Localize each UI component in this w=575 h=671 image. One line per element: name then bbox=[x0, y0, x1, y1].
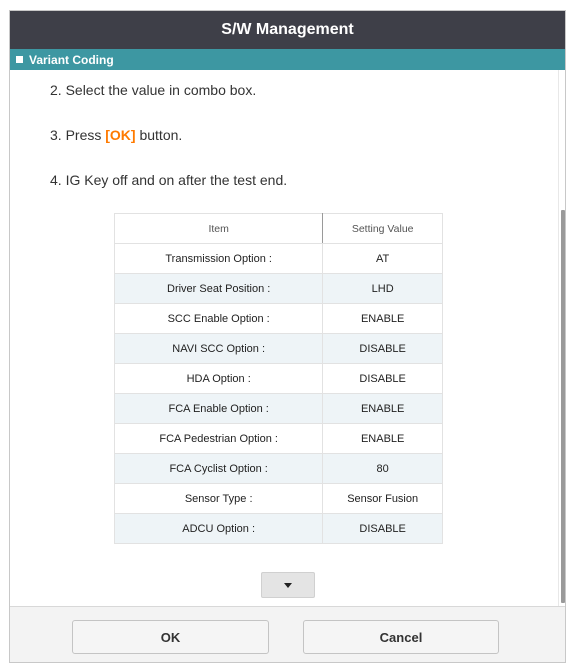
table-row[interactable] bbox=[115, 424, 443, 454]
header-setting-value: Setting Value bbox=[323, 214, 443, 244]
scrollbar-thumb[interactable] bbox=[561, 210, 565, 603]
variant-table bbox=[114, 213, 443, 544]
row-setting-value[interactable]: DISABLE bbox=[323, 334, 443, 364]
row-item-label: HDA Option : bbox=[115, 364, 323, 394]
step3-suffix: button. bbox=[135, 127, 183, 143]
ok-highlight: [OK] bbox=[105, 127, 136, 143]
section-header bbox=[10, 49, 565, 70]
row-item-label: Transmission Option : bbox=[115, 244, 323, 274]
row-setting-value[interactable]: DISABLE bbox=[323, 364, 443, 394]
sw-management-dialog bbox=[9, 10, 566, 663]
table-row[interactable] bbox=[115, 274, 443, 304]
row-item-label: SCC Enable Option : bbox=[115, 304, 323, 334]
window-title: S/W Management bbox=[10, 11, 565, 49]
row-item-label: FCA Pedestrian Option : bbox=[115, 424, 323, 454]
row-item-label: Driver Seat Position : bbox=[115, 274, 323, 304]
section-title: Variant Coding bbox=[29, 52, 114, 67]
header-item: Item bbox=[115, 214, 323, 244]
row-setting-value[interactable]: ENABLE bbox=[323, 394, 443, 424]
row-setting-value[interactable]: Sensor Fusion bbox=[323, 484, 443, 514]
table-row[interactable] bbox=[115, 484, 443, 514]
row-item-label: Sensor Type : bbox=[115, 484, 323, 514]
instruction-step-4: 4. IG Key off and on after the test end. bbox=[50, 172, 288, 188]
step3-prefix: 3. Press bbox=[50, 127, 106, 143]
row-item-label: ADCU Option : bbox=[115, 514, 323, 544]
row-item-label: NAVI SCC Option : bbox=[115, 334, 323, 364]
ok-button[interactable]: OK bbox=[72, 620, 269, 654]
row-setting-value[interactable]: ENABLE bbox=[323, 424, 443, 454]
row-setting-value[interactable]: AT bbox=[323, 244, 443, 274]
instruction-step-3 bbox=[50, 127, 182, 143]
table-row[interactable] bbox=[115, 364, 443, 394]
row-setting-value[interactable]: DISABLE bbox=[323, 514, 443, 544]
dialog-footer bbox=[10, 606, 566, 663]
content-area bbox=[10, 70, 558, 606]
table-row[interactable] bbox=[115, 244, 443, 274]
row-setting-value[interactable]: 80 bbox=[323, 454, 443, 484]
chevron-down-icon bbox=[284, 583, 292, 588]
cancel-button[interactable]: Cancel bbox=[303, 620, 499, 654]
table-row[interactable] bbox=[115, 454, 443, 484]
scrollbar[interactable] bbox=[558, 70, 566, 606]
table-row[interactable] bbox=[115, 304, 443, 334]
row-setting-value[interactable]: LHD bbox=[323, 274, 443, 304]
instruction-step-2: 2. Select the value in combo box. bbox=[50, 82, 257, 98]
row-setting-value[interactable]: ENABLE bbox=[323, 304, 443, 334]
row-item-label: FCA Enable Option : bbox=[115, 394, 323, 424]
table-header-row bbox=[115, 214, 443, 244]
combo-box[interactable] bbox=[261, 572, 315, 598]
table-row[interactable] bbox=[115, 514, 443, 544]
table-row[interactable] bbox=[115, 394, 443, 424]
row-item-label: FCA Cyclist Option : bbox=[115, 454, 323, 484]
square-bullet-icon bbox=[16, 56, 23, 63]
table-row[interactable] bbox=[115, 334, 443, 364]
